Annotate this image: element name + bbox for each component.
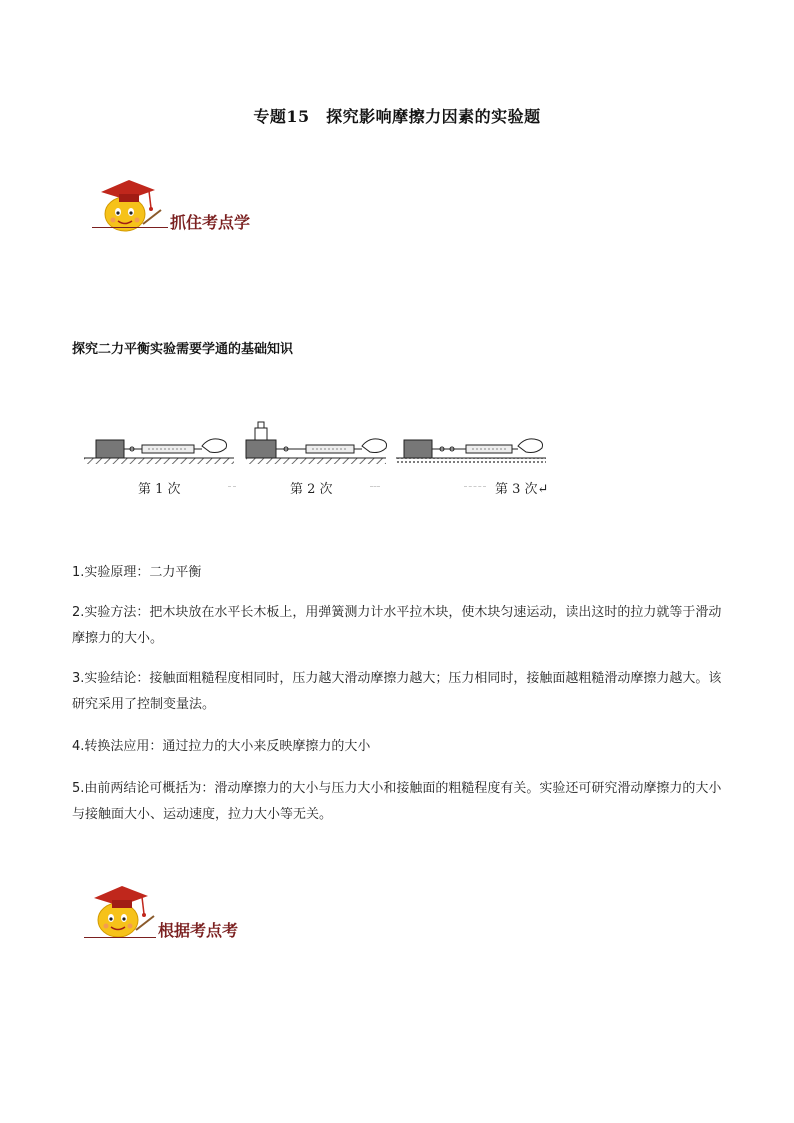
setup-3 [396,439,546,464]
page-title: 专题15 探究影响摩擦力因素的实验题 [253,107,541,126]
figure-caption-2: 第 2 次 [290,482,333,497]
caption-dash [370,486,380,487]
caption-dash [464,486,486,487]
section-underline [84,937,156,938]
paragraph-1: 1.实验原理：二力平衡 [72,565,202,580]
wooden-block [404,440,432,458]
mascot-graduation-cap-icon [78,876,158,942]
setup-2 [246,422,387,464]
caption-dash [228,486,236,487]
hand-icon [518,439,543,453]
wooden-block [246,440,276,458]
figure-caption-1: 第 1 次 [138,482,181,497]
section-header-2 [0,876,794,946]
paragraph-4: 4.转换法应用：通过拉力的大小来反映摩擦力的大小 [72,739,371,754]
paragraph-5: 5.由前两结论可概括为：滑动摩擦力的大小与压力大小和接触面的粗糙程度有关。实验还可研究滑动摩擦力的大小与接触面大小、运动速度，拉力大小等无关。 [72,781,722,822]
section-underline [92,227,168,228]
experiment-figure [84,416,554,476]
weight [255,428,267,440]
figure-caption-3: 第 3 次↵ [495,482,549,497]
hand-icon [362,439,387,453]
section-label: 根据考点考 [158,921,239,940]
setup-1 [84,439,234,464]
paragraph-3: 3.实验结论：接触面粗糙程度相同时，压力越大滑动摩擦力越大；压力相同时，接触面越粗糙滑动摩擦力越大。该研究采用了控制变量法。 [72,671,722,712]
paragraph-2: 2.实验方法：把木块放在水平长木板上，用弹簧测力计水平拉木块，使木块匀速运动，读出这时的拉力就等于滑动摩擦力的大小。 [72,605,722,646]
wooden-block [96,440,124,458]
hand-icon [202,439,227,453]
section-label: 抓住考点学 [170,213,251,232]
section-header-1 [0,170,794,240]
subheading: 探究二力平衡实验需要学通的基础知识 [72,342,294,357]
